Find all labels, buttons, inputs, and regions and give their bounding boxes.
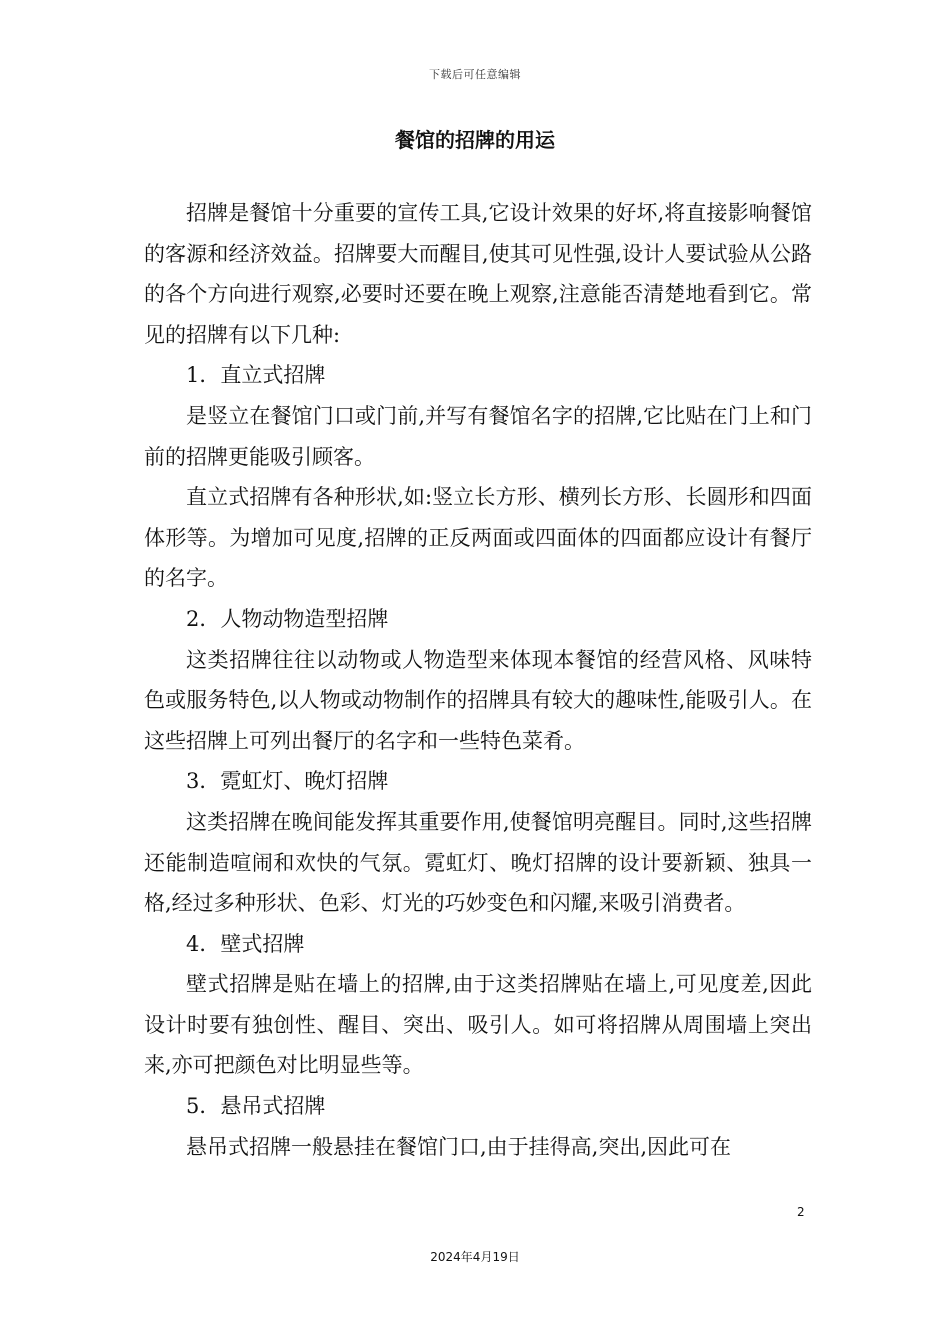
page-number: 2 [797, 1205, 805, 1219]
list-item-heading: 3．霓虹灯、晚灯招牌 [186, 769, 389, 794]
paragraph: 悬吊式招牌一般悬挂在餐馆门口,由于挂得高,突出,因此可在 [186, 1134, 732, 1159]
paragraph: 这类招牌往往以动物或人物造型来体现本餐馆的经营风格、风味特色或服务特色,以人物或动物制作的招牌具有较大的趣味性,能吸引人。在这些招牌上可列出餐厅的名字和一些特色菜肴。 [144, 647, 812, 753]
paragraph: 这类招牌在晚间能发挥其重要作用,使餐馆明亮醒目。同时,这些招牌还能制造喧闹和欢快的气氛。霓虹灯、晚灯招牌的设计要新颖、独具一格,经过多种形状、色彩、灯光的巧妙变色和闪耀,来吸引消费者。 [144, 809, 812, 916]
list-item-heading: 4．壁式招牌 [186, 931, 305, 956]
header-note: 下载后可任意编辑 [429, 68, 521, 81]
document-body [144, 193, 812, 1167]
paragraph: 壁式招牌是贴在墙上的招牌,由于这类招牌贴在墙上,可见度差,因此设计时要有独创性、醒目、突出、吸引人。如可将招牌从周围墙上突出来,亦可把颜色对比明显些等。 [144, 972, 812, 1078]
list-item-heading: 1．直立式招牌 [186, 363, 326, 388]
list-item-heading: 2．人物动物造型招牌 [186, 606, 389, 631]
footer-date: 2024年4月19日 [430, 1250, 520, 1264]
paragraph: 直立式招牌有各种形状,如:竖立长方形、横列长方形、长圆形和四面体形等。为增加可见度,招牌的正反两面或四面体的四面都应设计有餐厅的名字。 [144, 485, 812, 591]
list-item-heading: 5．悬吊式招牌 [186, 1094, 326, 1119]
document-title: 餐馆的招牌的用运 [395, 128, 555, 152]
paragraph: 是竖立在餐馆门口或门前,并写有餐馆名字的招牌,它比贴在门上和门前的招牌更能吸引顾客。 [144, 403, 812, 469]
paragraph-intro: 招牌是餐馆十分重要的宣传工具,它设计效果的好坏,将直接影响餐馆的客源和经济效益。招牌要大而醒目,使其可见性强,设计人要试验从公路的各个方向进行观察,必要时还要在晚上观察,注意能否清楚地看到它。常见的招牌有以下几种: [144, 201, 812, 347]
